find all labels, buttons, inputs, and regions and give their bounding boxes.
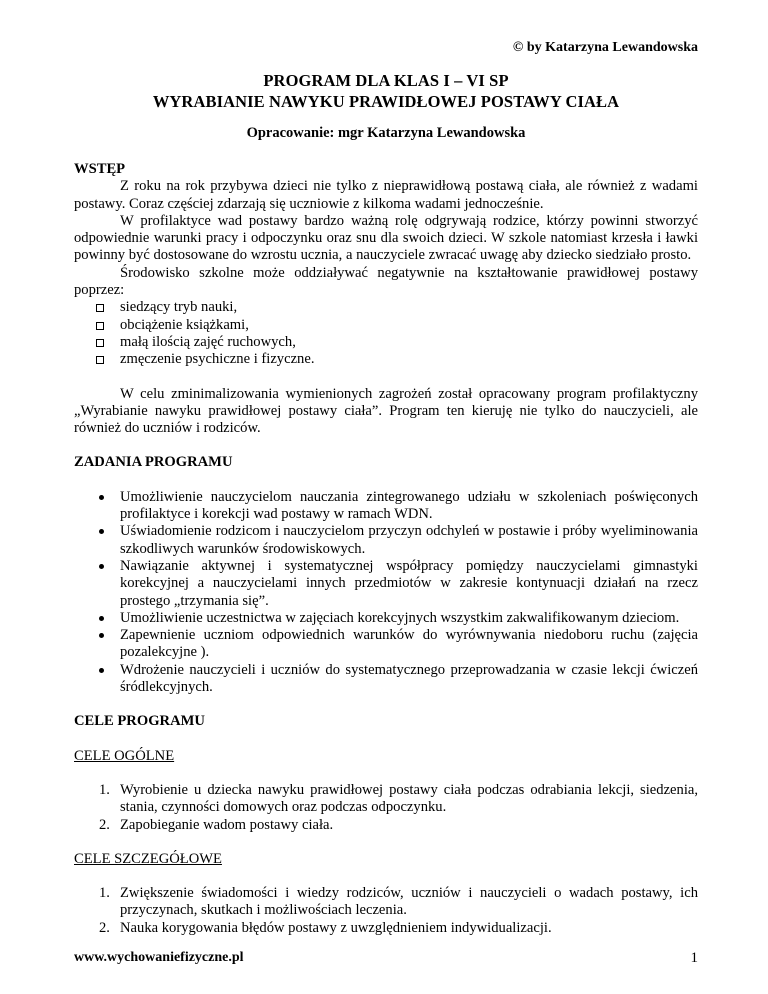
- list-item: obciążenie książkami,: [74, 317, 698, 334]
- detailed-goals-heading: CELE SZCZEGÓŁOWE: [74, 850, 222, 867]
- list-item: 2. Zapobieganie wadom postawy ciała.: [99, 816, 334, 833]
- footer-website: www.wychowaniefizyczne.pl: [74, 950, 244, 965]
- goals-heading: CELE PROGRAMU: [74, 713, 205, 730]
- list-item: siedzący tryb nauki,: [74, 299, 698, 316]
- intro-paragraph-1: Z roku na rok przybywa dzieci nie tylko z nieprawidłową postawą ciała, ale również z wadami postawy. Coraz częściej zdarzają się uczniowie z kilkoma wadami jednocześnie.: [74, 178, 698, 212]
- page-footer: [74, 950, 698, 966]
- checkbox-square-icon: [96, 356, 104, 364]
- checkbox-square-icon: [96, 339, 104, 347]
- bullet-icon: [99, 564, 104, 569]
- author-line: Opracowanie: mgr Katarzyna Lewandowska: [246, 125, 526, 141]
- title-line-2: WYRABIANIE NAWYKU PRAWIDŁOWEJ POSTAWY CIAŁA: [152, 92, 620, 111]
- copyright-notice: © by Katarzyna Lewandowska: [512, 40, 698, 55]
- general-goals-heading: CELE OGÓLNE: [74, 747, 175, 764]
- list-item: Zapewnienie uczniom odpowiednich warunków do wyrównywania niedoboru ruchu (zajęcia pozalekcyjne ).: [74, 627, 698, 662]
- intro-paragraph-4: W celu zminimalizowania wymienionych zagrożeń został opracowany program profilaktyczny „Wyrabianie nawyku prawidłowej postawy ciała”. Program ten kieruję nie tylko do nauczycieli, ale również do uczniów i rodziców.: [74, 385, 698, 437]
- intro-paragraph-3: Środowisko szkolne może oddziaływać negatywnie na kształtowanie prawidłowej postawy poprzez:: [74, 264, 698, 299]
- checkbox-square-icon: [96, 322, 104, 330]
- document-page: [74, 0, 698, 994]
- list-item: 1. Zwiększenie świadomości i wiedzy rodziców, uczniów i nauczycieli o wadach postawy, ich przyczynach, skutkach i możliwościach leczenia.: [99, 885, 698, 919]
- list-item: zmęczenie psychiczne i fizyczne.: [74, 351, 698, 368]
- list-item: Wdrożenie nauczycieli i uczniów do systematycznego przeprowadzania w czasie lekcji ćwiczeń śródlekcyjnych.: [74, 662, 698, 697]
- list-item: Uświadomienie rodzicom i nauczycielom przyczyn odchyleń w postawie i próby wyeliminowania szkodliwych warunków środowiskowych.: [74, 523, 698, 558]
- detailed-goals-list: [74, 885, 698, 937]
- bullet-icon: [99, 529, 104, 534]
- list-item: 2. Nauka korygowania błędów postawy z uwzględnieniem indywidualizacji.: [99, 919, 552, 936]
- intro-heading: WSTĘP: [74, 161, 126, 177]
- bullet-icon: [99, 633, 104, 638]
- list-item: Umożliwienie nauczycielom nauczania zintegrowanego udziału w szkoleniach poświęconych profilaktyce i korekcji wad postawy w ramach WDN.: [74, 489, 698, 524]
- general-goals-list: [74, 782, 698, 834]
- page-number: 1: [690, 950, 698, 966]
- bullet-icon: [99, 616, 104, 621]
- list-item: Nawiązanie aktywnej i systematycznej współpracy pomiędzy nauczycielami gimnastyki korekcyjnej a nauczycielami innych przedmiotów w zakresie kontynuacji działań na rzecz prostego „trzymania się”.: [74, 558, 698, 610]
- list-item: małą ilością zajęć ruchowych,: [74, 334, 698, 351]
- checkbox-square-icon: [96, 304, 104, 312]
- list-item: 1. Wyrobienie u dziecka nawyku prawidłowej postawy ciała podczas odrabiania lekcji, siedzenia, stania, czynności domowych oraz podczas odpoczynku.: [99, 781, 698, 816]
- list-item: Umożliwienie uczestnictwa w zajęciach korekcyjnych wszystkim zakwalifikowanym dzieciom.: [74, 610, 698, 627]
- document-body: [74, 161, 698, 937]
- title-line-1: PROGRAM DLA KLAS I – VI SP: [263, 71, 509, 90]
- tasks-heading: ZADANIA PROGRAMU: [74, 454, 233, 471]
- bullet-icon: [99, 668, 104, 673]
- bullet-icon: [99, 495, 104, 500]
- intro-paragraph-2: W profilaktyce wad postawy bardzo ważną rolę odgrywają rodzice, którzy powinni stworzyć odpowiednie warunki pracy i odpoczynku oraz snu dla swoich dzieci. W szkole natomiast krzesła i ławki powinny być dostosowane do wzrostu ucznia, a nauczyciele zwracać uwagę aby dziecko siedziało prosto.: [74, 212, 698, 264]
- document-title: [74, 70, 698, 112]
- tasks-list: [74, 489, 698, 697]
- risk-list: [74, 299, 698, 368]
